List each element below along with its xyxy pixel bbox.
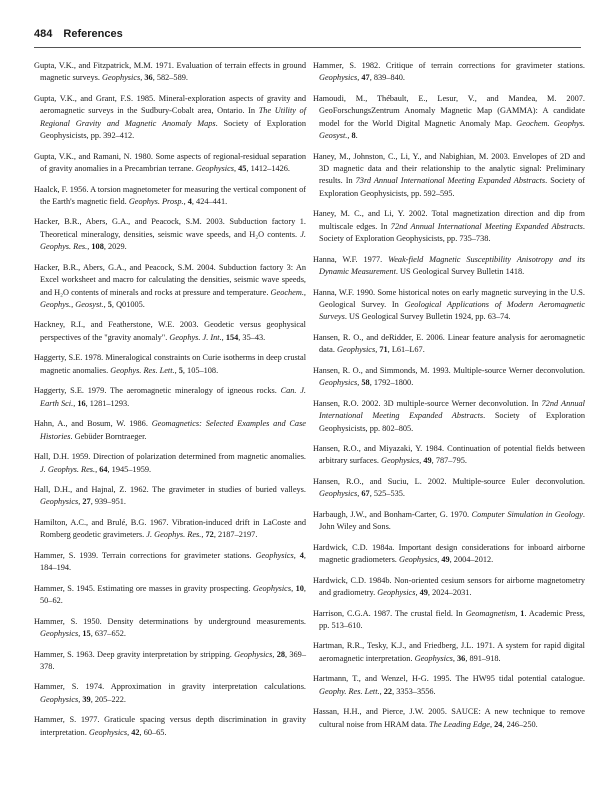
- reference-authors-title: Hacker, B.R., Abers, G.A., and Peacock, S.M. 2003. Subduction factory 1. Theoretical mineralogy, densities, seismic wave speeds, and H₂O contents.: [34, 217, 306, 239]
- reference-entry: [34, 93, 306, 143]
- reference-source: Can. J. Earth Sci.: [40, 386, 306, 408]
- reference-source: Geophysics: [319, 73, 358, 83]
- reference-pages: , 184–194.: [40, 550, 306, 573]
- reference-source: J. Geophys. Res.: [146, 530, 202, 540]
- reference-pages: , 839–840.: [369, 73, 405, 83]
- reference-volume: 15: [82, 629, 91, 639]
- reference-pages: , 1412–1426.: [246, 164, 290, 174]
- reference-volume: 36: [144, 73, 153, 83]
- reference-pages: , 35–43.: [238, 332, 266, 342]
- reference-authors-title: Harrison, C.G.A. 1987. The crustal field. In: [313, 608, 466, 618]
- reference-entry: [313, 208, 585, 245]
- reference-separator: ,: [95, 464, 100, 474]
- reference-volume: 27: [82, 497, 91, 507]
- reference-source: Geomagnetism: [465, 608, 516, 618]
- reference-separator: . Society of Exploration Geophysicists, pp. 802–805.: [319, 411, 585, 433]
- reference-separator: ,: [293, 550, 300, 560]
- reference-separator: ,: [233, 164, 239, 174]
- reference-volume: 5: [107, 299, 112, 309]
- reference-entry: [34, 262, 306, 312]
- reference-source: Geochem. Geophys. Geosyst.: [319, 118, 585, 141]
- reference-entry: [34, 385, 306, 410]
- reference-authors-title: Hahn, A., and Bosum, W. 1986.: [34, 419, 152, 429]
- reference-authors-title: Hansen, R.O., and Suciu, L. 2002. Multiple-source Euler deconvolution.: [313, 476, 585, 486]
- reference-separator: ,: [174, 365, 179, 375]
- reference-source: The Utility of Regional Gravity and Magnetic Anomaly Maps: [40, 106, 306, 128]
- reference-source: Computer Simulation in Geology: [471, 509, 583, 519]
- reference-separator: ,: [357, 378, 362, 388]
- reference-authors-title: Gupta, V.K., and Ramani, N. 1980. Some aspects of regional-residual separation of gravity anomalies in a Precambrian terrane.: [34, 151, 306, 174]
- reference-authors-title: Hammer, S. 1982. Critique of terrain corrections for gravimeter stations.: [313, 61, 585, 70]
- reference-volume: 39: [82, 694, 91, 704]
- reference-entry: [34, 60, 306, 85]
- reference-separator: . John Wiley and Sons.: [319, 509, 585, 532]
- reference-authors-title: Haggerty, S.E. 1979. The aeromagnetic mineralogy of igneous rocks.: [34, 386, 281, 396]
- reference-pages: , 205–222.: [90, 694, 126, 704]
- reference-source: 72nd Annual International Meeting Expanded Abstracts: [390, 221, 583, 231]
- reference-entry: [313, 365, 585, 390]
- reference-authors-title: Hammer, S. 1950. Density determinations by underground measurements.: [34, 616, 306, 626]
- reference-authors-title: Harbaugh, J.W., and Bonham-Carter, G. 1970.: [313, 509, 472, 519]
- reference-separator: ,: [291, 583, 296, 593]
- reference-volume: 8: [351, 131, 356, 141]
- reference-source: Geophysics: [88, 727, 128, 737]
- reference-pages: , 2024–2031.: [427, 588, 472, 598]
- reference-entry: [313, 287, 585, 324]
- reference-source: J. Geophys. Res.: [40, 229, 306, 252]
- reference-authors-title: Hansen, R. O., and Simmonds, M. 1993. Multiple-source Werner deconvolution.: [313, 365, 585, 375]
- reference-pages: , 3353–3556.: [392, 686, 436, 696]
- reference-source: Weak-field Magnetic Susceptibility Anisotropy and its Dynamic Measurement: [319, 254, 585, 277]
- reference-source: Geophysics: [377, 588, 416, 598]
- reference-authors-title: Hackney, R.I., and Featherstone, W.E. 2003. Geodetic versus geophysical perspectives of the "gravity anomaly".: [34, 320, 306, 342]
- reference-volume: 42: [131, 727, 140, 737]
- reference-separator: . US Geological Survey Bulletin 1418.: [395, 267, 525, 277]
- reference-entry: [313, 476, 585, 501]
- reference-separator: ,: [489, 719, 495, 729]
- reference-separator: ,: [415, 588, 420, 598]
- reference-authors-title: Haggerty, S.E. 1978. Mineralogical constraints on Curie isotherms in deep crustal magnetic anomalies.: [34, 353, 306, 375]
- reference-authors-title: Hamoudi, M., Thébault, E., Lesur, V., and Mandea, M. 2007. GeoForschungsZentrum Anomaly Magnetic Map (GAMMA): A candidate model for the World Digital Magnetic Anomaly Map.: [313, 93, 585, 128]
- reference-entry: [313, 60, 585, 85]
- reference-authors-title: Hansen, R.O. 2002. 3D multiple-source Werner deconvolution. In: [313, 398, 542, 408]
- reference-separator: ,: [221, 332, 226, 342]
- reference-authors-title: Hacker, B.R., Abers, G.A., and Peacock, S.M. 2004. Subduction factory 3: An Excel worksheet and macro for calculating the densities, seismic wave speeds, and H₂O contents of minerals and rocks at pressure and temperature.: [34, 262, 306, 297]
- reference-authors-title: Hammer, S. 1977. Graticule spacing versus depth discrimination in gravity interpretation.: [34, 715, 306, 737]
- reference-separator: ,: [347, 131, 352, 141]
- reference-pages: . Academic Press, pp. 513–610.: [319, 608, 585, 630]
- reference-source: Geophys. J. Int.: [169, 332, 222, 342]
- reference-separator: ,: [73, 398, 78, 408]
- reference-pages: , L61–L67.: [387, 345, 425, 355]
- reference-entry: [34, 319, 306, 344]
- reference-source: Geophysics: [195, 164, 234, 174]
- reference-separator: ,: [419, 456, 424, 466]
- reference-authors-title: Hammer, S. 1974. Approximation in gravity interpretation calculations.: [34, 682, 306, 692]
- reference-pages: , Q01005.: [111, 299, 145, 309]
- reference-authors-title: Haney, M., Johnston, C., Li, Y., and Nabighian, M. 2003. Envelopes of 2D and 3D magnetic data and their relationship to the analytic signal: Preliminary results. In: [313, 151, 585, 186]
- reference-separator: ,: [127, 727, 132, 737]
- reference-authors-title: Haney, M. C., and Li, Y. 2002. Total magnetization direction and dip from multiscale edges. In: [313, 209, 585, 231]
- reference-volume: 64: [99, 464, 108, 474]
- reference-volume: 16: [77, 398, 86, 408]
- reference-source: Geological Applications of Modern Aeromagnetic Surveys: [319, 299, 585, 322]
- reference-entry: [34, 216, 306, 253]
- reference-separator: . US Geological Survey Bulletin 1924, pp. 63–74.: [344, 312, 511, 322]
- reference-volume: 154: [225, 332, 239, 342]
- reference-entry: [34, 517, 306, 542]
- reference-separator: ,: [375, 345, 380, 355]
- reference-volume: 67: [361, 489, 370, 499]
- reference-authors-title: Haalck, F. 1956. A torsion magnetometer for measuring the vertical component of the Earth's magnetic field.: [34, 184, 306, 206]
- reference-separator: ,: [140, 73, 145, 83]
- reference-source: Geophysics: [40, 694, 79, 704]
- reference-entry: [34, 649, 306, 674]
- reference-source: Geophys. Res. Lett.: [110, 365, 175, 375]
- reference-source: Geomagnetics: Selected Examples and Case Histories: [40, 419, 306, 441]
- reference-separator: ,: [78, 497, 83, 507]
- reference-separator: ,: [201, 530, 206, 540]
- reference-separator: . Society of Exploration Geophysicists, pp. 735–738.: [319, 221, 585, 244]
- reference-volume: 45: [238, 164, 247, 174]
- reference-pages: , 939–951.: [90, 497, 126, 507]
- reference-volume: 108: [91, 242, 104, 252]
- reference-source: Geophysics: [101, 73, 141, 83]
- reference-separator: ,: [379, 686, 384, 696]
- reference-source: J. Geophys. Res.: [40, 464, 96, 474]
- reference-pages: , 637–652.: [90, 629, 126, 639]
- reference-entry: [313, 673, 585, 698]
- reference-authors-title: Hansen, R. O., and deRidder, E. 2006. Linear feature analysis for aeromagnetic data.: [313, 332, 585, 355]
- reference-volume: 71: [379, 345, 388, 355]
- reference-source: 73rd Annual International Meeting Expanded Abstracts: [355, 176, 546, 186]
- reference-pages: , 1281–1293.: [85, 398, 130, 408]
- reference-entry: [34, 451, 306, 476]
- reference-entry: [34, 681, 306, 706]
- reference-authors-title: Hammer, S. 1945. Estimating ore masses in gravity prospecting.: [34, 583, 253, 593]
- reference-source: Geophysics: [398, 555, 438, 565]
- reference-pages: , 1792–1800.: [369, 378, 414, 388]
- reference-pages: , 369–378.: [40, 649, 306, 671]
- page-number: 484: [34, 28, 53, 40]
- reference-volume: 36: [457, 653, 466, 663]
- reference-entry: [313, 332, 585, 357]
- reference-pages: , 582–589.: [152, 73, 188, 83]
- reference-entry: [313, 542, 585, 567]
- reference-separator: ,: [357, 489, 362, 499]
- reference-pages: .: [355, 131, 358, 141]
- reference-volume: 72: [205, 530, 214, 540]
- reference-pages: , 525–535.: [369, 489, 405, 499]
- reference-source: Geophysics: [319, 489, 358, 499]
- reference-separator: ,: [452, 653, 458, 663]
- reference-source: Geophysics: [252, 583, 292, 593]
- reference-source: 72nd Annual International Meeting Expanded Abstracts: [319, 398, 585, 421]
- reference-entry: [313, 509, 585, 534]
- running-header: [34, 28, 123, 40]
- reference-authors-title: Hardwick, C.D. 1984a. Important design considerations for inboard airborne magnetic gradiometers.: [313, 542, 585, 565]
- reference-separator: . Gebüder Borntraeger.: [70, 431, 147, 441]
- reference-entry: [34, 484, 306, 509]
- reference-entry: [313, 706, 585, 731]
- reference-volume: 24: [494, 719, 503, 729]
- reference-entry: [313, 151, 585, 201]
- reference-pages: , 105–108.: [182, 365, 219, 375]
- reference-source: Geochem., Geophys., Geosyst.: [40, 287, 306, 309]
- reference-authors-title: Hardwick, C.D. 1984b. Non-oriented cesium sensors for airborne magnetometry and gradiometry.: [313, 575, 585, 598]
- reference-source: Geophysics: [336, 345, 376, 355]
- reference-volume: 47: [361, 73, 370, 83]
- reference-authors-title: Hall, D.H., and Hajnal, Z. 1962. The gravimeter in studies of buried valleys.: [34, 485, 306, 494]
- reference-volume: 49: [441, 555, 450, 565]
- reference-entry: [34, 418, 306, 443]
- reference-volume: 1: [520, 608, 525, 618]
- reference-pages: , 787–795.: [431, 456, 467, 466]
- reference-source: Geophysics: [255, 550, 294, 560]
- reference-pages: , 60–65.: [139, 727, 167, 737]
- reference-volume: 22: [383, 686, 393, 696]
- reference-pages: , 50–62.: [40, 583, 306, 606]
- reference-separator: . Society of Exploration Geophysicists, pp. 392–412.: [40, 118, 306, 141]
- left-column: [34, 60, 306, 747]
- reference-entry: [313, 640, 585, 665]
- reference-entry: [34, 714, 306, 739]
- reference-authors-title: Hammer, S. 1963. Deep gravity interpretation by stripping.: [34, 649, 235, 659]
- reference-source: Geophysics: [40, 497, 79, 507]
- reference-volume: 10: [295, 583, 304, 593]
- reference-volume: 5: [178, 365, 183, 375]
- reference-entry: [313, 398, 585, 435]
- reference-entry: [313, 254, 585, 279]
- reference-authors-title: Hall, D.H. 1959. Direction of polarization determined from magnetic anomalies.: [34, 452, 306, 462]
- reference-authors-title: Hanna, W.F. 1977.: [313, 254, 389, 264]
- section-title: References: [63, 28, 123, 40]
- reference-volume: 4: [187, 196, 192, 206]
- reference-source: The Leading Edge: [429, 719, 490, 729]
- reference-separator: ,: [78, 629, 83, 639]
- reference-entry: [34, 151, 306, 176]
- reference-pages: , 246–250.: [502, 719, 538, 729]
- reference-separator: ,: [437, 555, 442, 565]
- reference-pages: , 2029.: [103, 242, 127, 252]
- reference-source: Geophysics: [319, 378, 358, 388]
- reference-separator: ,: [103, 299, 108, 309]
- reference-entry: [313, 575, 585, 600]
- reference-separator: ,: [78, 694, 83, 704]
- reference-separator: ,: [357, 73, 362, 83]
- reference-source: Geophys. Prosp.: [128, 196, 184, 206]
- reference-entry: [313, 608, 585, 633]
- reference-authors-title: Hamilton, A.C., and Brulé, B.G. 1967. Vibration-induced drift in LaCoste and Romberg geodetic gravimeters.: [34, 517, 306, 540]
- reference-authors-title: Gupta, V.K., and Fitzpatrick, M.M. 1971. Evaluation of terrain effects in ground magnetic surveys.: [34, 61, 306, 83]
- right-column: [313, 60, 585, 739]
- reference-source: Geophysics: [234, 649, 273, 659]
- reference-volume: 49: [423, 456, 432, 466]
- reference-separator: . Society of Exploration Geophysicists, pp. 592–595.: [319, 176, 585, 198]
- reference-source: Geophysics: [414, 653, 453, 663]
- reference-authors-title: Hartman, R.R., Tesky, K.J., and Friedberg, J.L. 1971. A system for rapid digital aeromagnetic interpretation.: [313, 641, 585, 663]
- reference-authors-title: Hammer, S. 1939. Terrain corrections for gravimeter stations.: [34, 550, 256, 560]
- reference-source: Geophysics: [380, 456, 420, 466]
- reference-source: Geophy. Res. Lett.: [319, 686, 380, 696]
- reference-pages: , 424–441.: [191, 196, 228, 206]
- reference-entry: [313, 443, 585, 468]
- header-rule: [34, 47, 581, 48]
- reference-separator: ,: [515, 608, 521, 618]
- reference-volume: 58: [361, 378, 370, 388]
- reference-entry: [34, 583, 306, 608]
- reference-entry: [34, 352, 306, 377]
- reference-separator: ,: [183, 196, 188, 206]
- reference-volume: 28: [276, 649, 286, 659]
- reference-entry: [34, 550, 306, 575]
- reference-authors-title: Hansen, R.O., and Miyazaki, Y. 1984. Continuation of potential fields between arbitrary surfaces.: [313, 444, 585, 466]
- reference-pages: , 891–918.: [465, 653, 501, 663]
- reference-separator: ,: [87, 242, 92, 252]
- reference-entry: [34, 184, 306, 209]
- reference-authors-title: Hartmann, T., and Wenzel, H-G. 1995. The HW95 tidal potential catalogue.: [313, 674, 585, 684]
- reference-pages: , 2004–2012.: [449, 555, 494, 565]
- reference-entry: [313, 93, 585, 143]
- reference-authors-title: Gupta, V.K., and Grant, F.S. 1985. Mineral-exploration aspects of gravity and aeromagnetic surveys in the Sudbury-Cobalt area, Ontario. In: [34, 93, 306, 116]
- reference-pages: , 1945–1959.: [107, 464, 152, 474]
- reference-volume: 4: [299, 550, 304, 560]
- reference-entry: [34, 616, 306, 641]
- reference-authors-title: Hanna, W.F. 1990. Some historical notes on early magnetic surveying in the U.S. Geological Survey. In: [313, 287, 585, 309]
- reference-authors-title: Hassan, H.H., and Pierce, J.W. 2005. SAUCE: A new technique to remove cultural noise from HRAM data.: [313, 707, 585, 729]
- reference-pages: , 2187–2197.: [213, 530, 258, 540]
- reference-separator: ,: [272, 649, 277, 659]
- reference-volume: 49: [419, 588, 428, 598]
- reference-source: Geophysics: [40, 629, 79, 639]
